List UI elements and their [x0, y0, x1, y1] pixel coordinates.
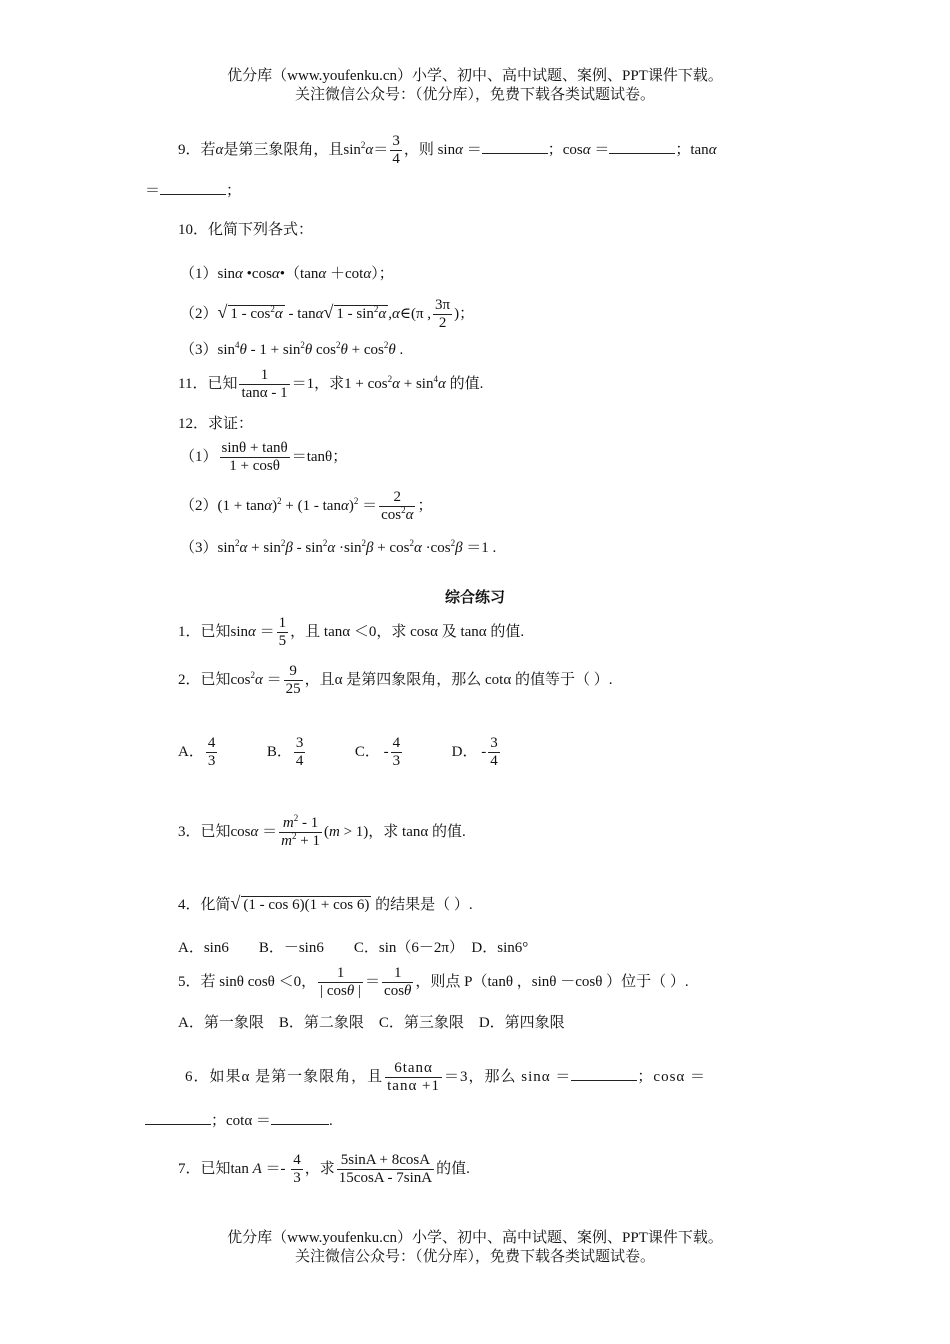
- section-title: 综合练习: [444, 590, 505, 606]
- option-b[interactable]: B． $\frac{3}{4}$: [266, 735, 304, 770]
- answer-blank[interactable]: [609, 139, 675, 154]
- option-a[interactable]: A． $\frac{4}{3}$: [178, 735, 216, 770]
- question-10-part-2: （2）√ $1 - \cos^2\alpha - \tan\alpha√$ $1 - \sin^2\alpha$ ,α∈(π , $\frac{3\pi}{2}$ )；: [180, 297, 475, 332]
- question-10-part-1: （1）sinα •cosα•（tanα ＋cotα）；: [180, 266, 394, 282]
- answer-blank[interactable]: [271, 1110, 329, 1125]
- question-11: 11．已知 $\frac{1}{\tan\alpha - 1}$ ＝1，求$1 + \cos^2\alpha + \sin^4\alpha$ 的值.: [178, 367, 484, 402]
- exercise-3: 3．已知cosα ＝ $\frac{m^2 - 1}{m^2 + 1}$ (m > 1)，求 tanα 的值.: [178, 813, 466, 850]
- exercise-1: 1．已知sinα ＝ $\frac{1}{5}$ ，且 tanα ＜0，求 cosα 及 tanα 的值.: [178, 615, 525, 650]
- exercise-4: 4．化简√ (1 - cos 6)(1 + cos 6) 的结果是（ ）.: [178, 893, 473, 913]
- exercise-6: 6．如果α 是第一象限角，且 $\frac{6\tan\alpha}{\tan\alpha +1}$ ＝3，那么 sinα ＝ ；cosα ＝: [185, 1060, 707, 1095]
- question-12-part-2: $(2)(1 + \tan\alpha)^2 + (1 - \tan\alpha)^2$ ＝ $\frac{2}{\cos^2\alpha}$ ；: [180, 489, 433, 524]
- header-line-2: 关注微信公众号：（优分库），免费下载各类试题试卷。: [294, 87, 655, 103]
- header-line-1: 优分库（www.youfenku.cn）小学、初中、高中试题、案例、PPT课件下载。: [227, 68, 723, 84]
- answer-blank[interactable]: [571, 1066, 637, 1081]
- exercise-2: 2．已知$\cos^2\alpha$ ＝ $\frac{9}{25}$ ，且α 是第四象限角，那么 cotα 的值等于（ ）.: [178, 663, 613, 698]
- answer-blank[interactable]: [160, 180, 226, 195]
- question-12-title: 12．求证：: [178, 416, 254, 432]
- question-9-cont: ＝ ；: [145, 180, 241, 200]
- footer-line-2: 关注微信公众号：（优分库），免费下载各类试题试卷。: [294, 1249, 655, 1265]
- exercise-7: 7．已知tan A ＝- $\frac{4}{3}$ ，求 $\frac{5\sin A + 8\cos A}{15\cos A - 7\sin A}$ 的值.: [178, 1152, 470, 1187]
- footer-line-1: 优分库（www.youfenku.cn）小学、初中、高中试题、案例、PPT课件下载。: [227, 1230, 723, 1246]
- option-c[interactable]: C． - $\frac{4}{3}$: [354, 735, 401, 770]
- question-12-part-3: $(3)\sin^2\alpha + \sin^2\beta - \sin^2\alpha \cdot\sin^2\beta + \cos^2\alpha \cdot\cos^2\beta =1$ .: [180, 538, 497, 556]
- question-9: 9．若α是第三象限角，且$\sin^2\alpha=$ $\frac{3}{4}$ ，则 sinα ＝ ；cosα ＝ ；tanα: [178, 133, 717, 168]
- answer-blank[interactable]: [145, 1110, 211, 1125]
- option-d[interactable]: D． - $\frac{3}{4}$: [451, 735, 498, 770]
- exercise-5-options[interactable]: A．第一象限 B．第二象限 C．第三象限 D．第四象限: [178, 1015, 565, 1031]
- question-10-title: 10．化简下列各式：: [178, 222, 314, 238]
- exercise-4-options[interactable]: A．sin6 B．－sin6 C．sin（6－2π） D．sin6°: [178, 940, 529, 956]
- question-10-part-3: $(3)\sin^4\theta - 1 + \sin^2\theta$ $\cos^2\theta + \cos^2\theta$ .: [180, 340, 404, 358]
- answer-blank[interactable]: [482, 139, 548, 154]
- exercise-2-options: [178, 735, 502, 771]
- exercise-5: 5．若 sinθ cosθ ＜0， $\frac{1}{| \cos\theta |}$ ＝ $\frac{1}{\cos\theta}$ ，则点 P（tanθ ，sinθ －cosθ ）位于（ ）.: [178, 965, 689, 1000]
- question-12-part-1: （1） $\frac{\sin\theta + \tan\theta}{1 + \cos\theta}$ ＝tanθ；: [180, 440, 348, 475]
- exercise-6-cont: ；cotα ＝ .: [145, 1110, 333, 1130]
